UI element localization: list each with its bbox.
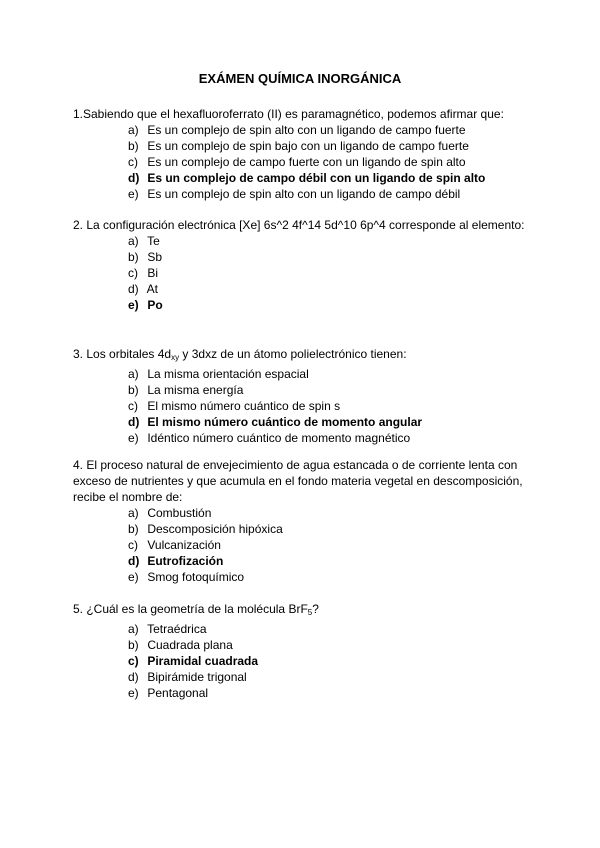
option-text: El mismo número cuántico de momento angular (147, 415, 423, 429)
option-text: Po (147, 298, 163, 312)
option-c (73, 265, 533, 281)
option-text: Smog fotoquímico (147, 570, 245, 584)
option-d (73, 669, 533, 685)
stem-subscript: 5 (307, 608, 313, 617)
question-2 (73, 217, 533, 313)
option-b (73, 637, 533, 653)
option-text: Eutrofización (147, 554, 224, 568)
option-text: Es un complejo de spin bajo con un ligando de campo fuerte (147, 139, 469, 153)
option-e-correct (73, 297, 533, 313)
option-b (73, 382, 533, 398)
option-text: Es un complejo de campo débil con un ligando de spin alto (147, 171, 486, 185)
question-5 (73, 601, 533, 701)
option-d-correct (73, 414, 533, 430)
question-stem (73, 346, 533, 366)
option-d-correct (73, 170, 533, 186)
option-text: Es un complejo de spin alto con un ligando de campo débil (147, 187, 461, 201)
option-letter: a) (128, 367, 139, 381)
option-c (73, 154, 533, 170)
option-letter: c) (128, 266, 138, 280)
option-text: Te (147, 234, 160, 248)
stem-part: ? (312, 602, 319, 616)
option-letter: b) (128, 638, 139, 652)
option-a (73, 366, 533, 382)
option-letter: e) (128, 570, 139, 584)
question-4 (73, 457, 533, 585)
option-d-correct (73, 553, 533, 569)
option-letter: c) (128, 654, 139, 668)
option-b (73, 249, 533, 265)
option-e (73, 685, 533, 701)
option-a (73, 505, 533, 521)
option-text: Cuadrada plana (147, 638, 233, 652)
option-letter: e) (128, 187, 139, 201)
option-text: Tetraédrica (147, 622, 207, 636)
option-text: Bi (147, 266, 159, 280)
option-text: El mismo número cuántico de spin s (147, 399, 341, 413)
option-text: Sb (147, 250, 163, 264)
option-a (73, 122, 533, 138)
option-letter: e) (128, 686, 139, 700)
option-letter: a) (128, 123, 139, 137)
question-stem: 1.Sabiendo que el hexafluoroferrato (II) es paramagnético, podemos afirmar que: (73, 107, 504, 121)
option-letter: d) (128, 282, 139, 296)
option-letter: b) (128, 250, 139, 264)
option-letter: d) (128, 415, 140, 429)
stem-part: 3. Los orbitales 4d (73, 347, 172, 361)
option-e (73, 186, 533, 202)
option-letter: d) (128, 554, 140, 568)
option-a (73, 621, 533, 637)
option-b (73, 521, 533, 537)
stem-part: 5. ¿Cuál es la geometría de la molécula BrF (73, 602, 308, 616)
option-letter: a) (128, 506, 139, 520)
question-1 (73, 106, 533, 202)
option-c (73, 398, 533, 414)
option-a (73, 233, 533, 249)
option-letter: b) (128, 383, 139, 397)
options-list (73, 366, 533, 446)
options-list (73, 233, 533, 313)
option-text: Es un complejo de campo fuerte con un ligando de spin alto (147, 155, 466, 169)
option-letter: c) (128, 538, 138, 552)
option-letter: c) (128, 155, 138, 169)
option-letter: d) (128, 171, 140, 185)
question-stem (73, 601, 533, 621)
stem-subscript: xy (171, 353, 180, 362)
option-letter: b) (128, 139, 139, 153)
options-list (73, 505, 533, 585)
option-text: Es un complejo de spin alto con un ligando de campo fuerte (147, 123, 466, 137)
question-stem: 2. La configuración electrónica [Xe] 6s^2 4f^14 5d^10 6p^4 corresponde al elemento: (73, 218, 525, 232)
option-text: La misma energía (147, 383, 244, 397)
option-letter: e) (128, 431, 139, 445)
option-text: Pentagonal (147, 686, 209, 700)
option-text: Bipirámide trigonal (147, 670, 247, 684)
stem-part: y 3dxz de un átomo polielectrónico tienen: (179, 347, 407, 361)
question-3 (73, 346, 533, 446)
option-text: Idéntico número cuántico de momento magnético (147, 431, 411, 445)
option-d (73, 281, 533, 297)
option-letter: b) (128, 522, 139, 536)
option-letter: a) (128, 234, 139, 248)
option-c (73, 537, 533, 553)
option-letter: e) (128, 298, 139, 312)
options-list (73, 621, 533, 701)
question-stem: 4. El proceso natural de envejecimiento de agua estancada o de corriente lenta con exceso de nutrientes y que acumula en el fondo materia vegetal en descomposición, recibe el nombre de: (73, 458, 523, 504)
exam-title: EXÁMEN QUÍMICA INORGÁNICA (198, 71, 402, 86)
options-list (73, 122, 533, 202)
option-letter: d) (128, 670, 139, 684)
option-e (73, 569, 533, 585)
option-letter: c) (128, 399, 138, 413)
option-text: Combustión (147, 506, 212, 520)
option-text: Piramidal cuadrada (147, 654, 259, 668)
option-text: Descomposición hipóxica (147, 522, 283, 536)
option-text: Vulcanización (147, 538, 221, 552)
option-e (73, 430, 533, 446)
option-b (73, 138, 533, 154)
option-c-correct (73, 653, 533, 669)
option-letter: a) (128, 622, 139, 636)
option-text: At (146, 282, 159, 296)
option-text: La misma orientación espacial (147, 367, 309, 381)
